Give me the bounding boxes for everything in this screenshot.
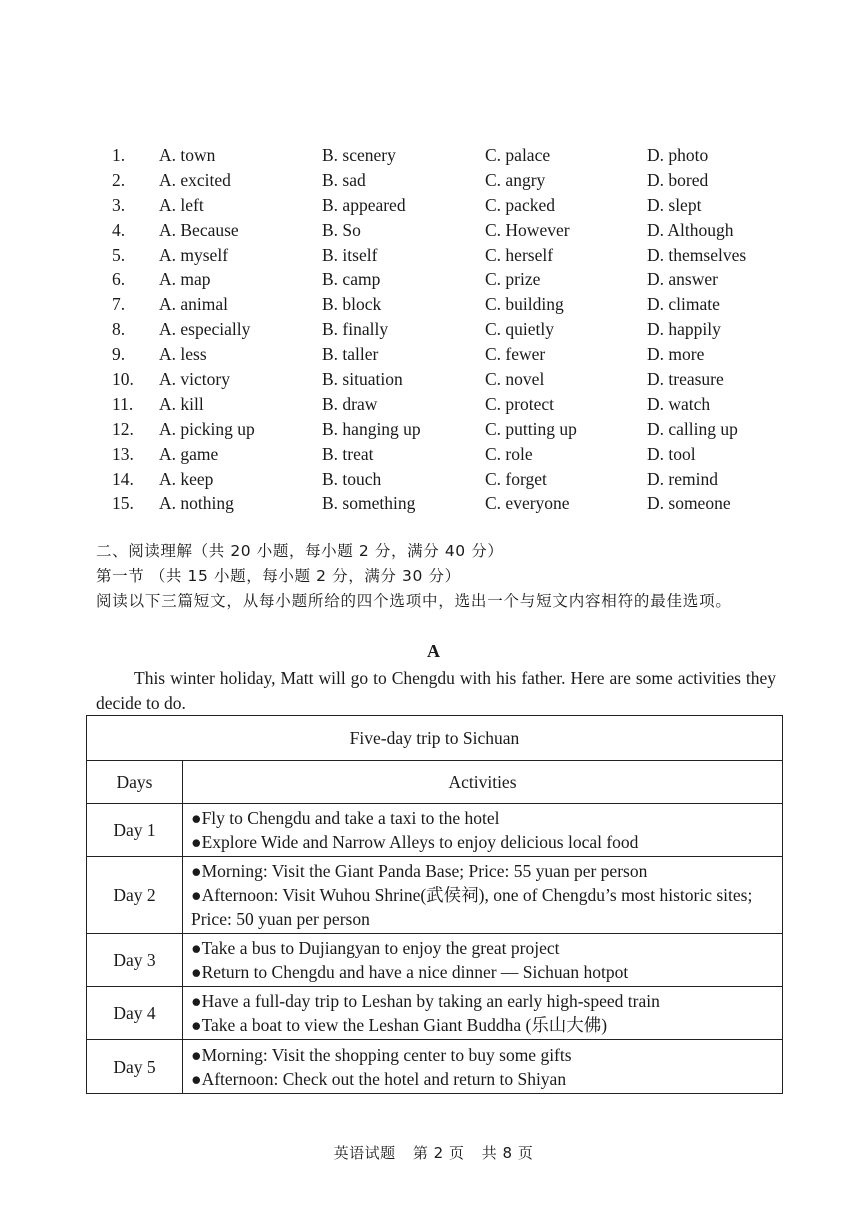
option-b: B. treat [322,443,374,464]
option-b: B. hanging up [322,418,421,439]
option-a: A. keep [159,468,214,489]
option-row [108,168,788,193]
activity-line: ●Have a full-day trip to Leshan by taking an early high-speed train [191,991,660,1011]
table-row [87,934,783,987]
table-row [87,987,783,1040]
section-title: 二、阅读理解（共 20 小题，每小题 2 分，满分 40 分） [96,542,504,560]
option-c: C. palace [485,145,551,165]
option-row [108,367,788,392]
option-row [108,243,788,268]
option-d: D. photo [647,145,709,165]
question-number: 8. [112,319,126,340]
activities-cell [183,804,783,857]
option-c: C. novel [485,369,545,390]
activity-line: ●Afternoon: Check out the hotel and return to Shiyan [191,1068,567,1089]
option-c: C. However [485,219,570,240]
question-number: 4. [112,219,126,240]
option-b: B. draw [322,393,378,414]
option-row [108,143,788,168]
activity-line: ●Afternoon: Visit Wuhou Shrine(武侯祠), one of Chengdu’s most historic sites; Price: 50 yuan per person [191,885,753,929]
activity-line: ●Morning: Visit the shopping center to buy some gifts [191,1044,572,1065]
option-a: A. nothing [159,493,234,514]
option-a: A. game [159,443,219,464]
question-number: 6. [112,269,126,290]
table-row [87,1040,783,1094]
option-b: B. touch [322,468,382,489]
option-a: A. map [159,269,211,290]
option-a: A. animal [159,294,229,315]
option-b: B. appeared [322,194,406,215]
option-a: A. less [159,344,207,365]
option-a: A. left [159,194,204,215]
option-d: D. treasure [647,369,724,390]
day-cell: Day 3 [87,934,183,987]
table-caption: Five-day trip to Sichuan [87,716,783,761]
question-number: 13. [112,443,134,464]
table-row [87,804,783,857]
option-c: C. putting up [485,418,577,439]
activity-line: ●Fly to Chengdu and take a taxi to the hotel [191,808,500,828]
activities-cell [183,1040,783,1094]
option-c: C. fewer [485,344,546,365]
option-b: B. situation [322,369,403,390]
option-b: B. something [322,493,416,514]
footer-page-number: 第 2 页 [412,1144,465,1162]
option-b: B. sad [322,169,366,190]
activity-line: ●Return to Chengdu and have a nice dinner — Sichuan hotpot [191,962,629,982]
option-a: A. picking up [159,418,255,439]
question-number: 14. [112,468,134,489]
option-c: C. angry [485,169,546,190]
option-row [108,491,788,516]
option-d: D. themselves [647,244,747,265]
option-b: B. itself [322,244,378,265]
trip-table [86,715,783,1094]
option-c: C. role [485,443,533,464]
option-row [108,342,788,367]
option-c: C. prize [485,269,541,290]
question-number: 2. [112,169,126,190]
option-c: C. building [485,294,564,315]
question-number: 3. [112,194,126,215]
option-row [108,292,788,317]
question-number: 7. [112,294,126,315]
option-row [108,392,788,417]
activity-line: ●Take a bus to Dujiangyan to enjoy the great project [191,938,560,958]
question-number: 11. [112,393,134,414]
option-b: B. taller [322,344,379,365]
day-cell: Day 2 [87,857,183,934]
section-subtitle: 第一节 （共 15 小题，每小题 2 分，满分 30 分） [96,567,461,585]
option-c: C. quietly [485,319,555,340]
option-row [108,193,788,218]
cloze-options-list [108,143,788,516]
option-row [108,417,788,442]
question-number: 1. [112,145,126,165]
passage-intro: This winter holiday, Matt will go to Chengdu with his father. Here are some activities they decide to do. [96,668,776,713]
option-d: D. tool [647,443,696,464]
table-row [87,857,783,934]
activities-cell [183,934,783,987]
option-b: B. So [322,219,361,240]
option-b: B. finally [322,319,389,340]
option-row [108,218,788,243]
option-d: D. more [647,344,705,365]
activities-cell [183,857,783,934]
option-a: A. excited [159,169,231,190]
option-c: C. everyone [485,493,570,514]
option-d: D. happily [647,319,721,340]
activity-line: ●Explore Wide and Narrow Alleys to enjoy delicious local food [191,832,639,852]
option-d: D. calling up [647,418,738,439]
option-d: D. climate [647,294,720,315]
option-row [108,467,788,492]
footer-subject: 英语试题 [333,1144,396,1162]
option-d: D. remind [647,468,718,489]
page-footer [0,1142,867,1163]
option-c: C. packed [485,194,555,215]
question-number: 5. [112,244,126,265]
option-a: A. kill [159,393,204,414]
option-a: A. myself [159,244,229,265]
option-row [108,317,788,342]
header-activities: Activities [183,761,783,804]
activity-line: ●Take a boat to view the Leshan Giant Buddha (乐山大佛) [191,1015,608,1035]
option-b: B. scenery [322,145,396,165]
passage-label: A [427,641,440,661]
question-number: 12. [112,418,134,439]
option-row [108,267,788,292]
option-d: D. answer [647,269,718,290]
option-d: D. someone [647,493,731,514]
option-row [108,442,788,467]
question-number: 10. [112,369,134,390]
question-number: 15. [112,493,134,514]
option-c: C. protect [485,393,555,414]
option-a: A. town [159,145,216,165]
section-instruction: 阅读以下三篇短文，从每小题所给的四个选项中，选出一个与短文内容相符的最佳选项。 [96,592,732,610]
option-d: D. slept [647,194,702,215]
option-a: A. Because [159,219,239,240]
option-c: C. herself [485,244,554,265]
day-cell: Day 1 [87,804,183,857]
option-d: D. watch [647,393,711,414]
option-b: B. camp [322,269,381,290]
activities-cell [183,987,783,1040]
option-a: A. especially [159,319,251,340]
day-cell: Day 5 [87,1040,183,1094]
question-number: 9. [112,344,126,365]
option-c: C. forget [485,468,547,489]
day-cell: Day 4 [87,987,183,1040]
option-d: D. Although [647,219,734,240]
footer-total-pages: 共 8 页 [481,1144,534,1162]
option-b: B. block [322,294,382,315]
activity-line: ●Morning: Visit the Giant Panda Base; Price: 55 yuan per person [191,861,648,881]
option-a: A. victory [159,369,230,390]
header-days: Days [87,761,183,804]
option-d: D. bored [647,169,709,190]
